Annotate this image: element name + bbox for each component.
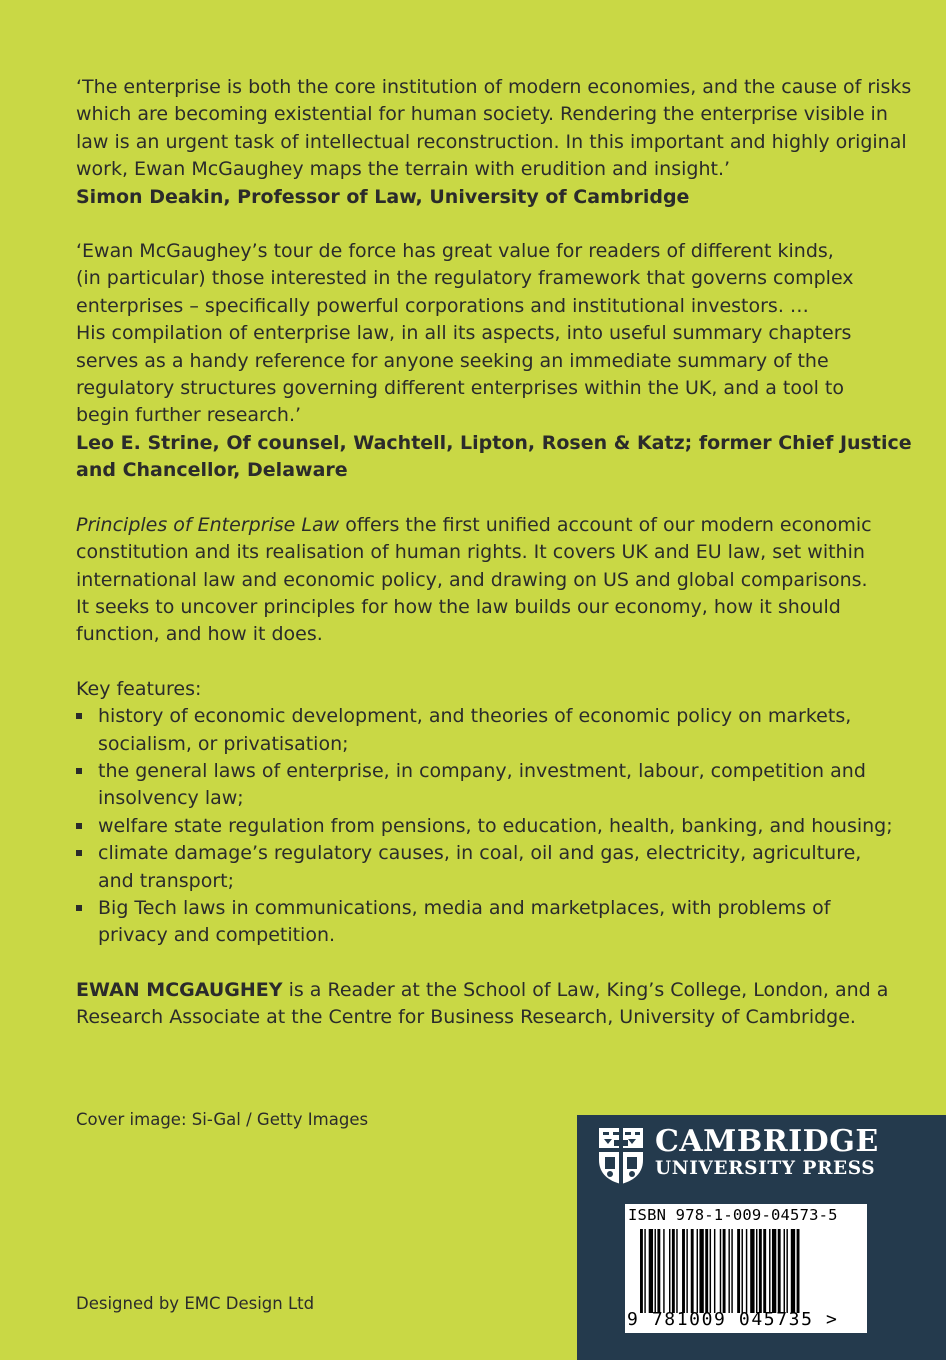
quote-line: which are becoming existential for human society. Rendering the enterprise visible in xyxy=(76,103,888,126)
description-line: constitution and its realisation of human rights. It covers UK and EU law, set within xyxy=(76,541,865,564)
barcode-bar xyxy=(697,1229,698,1313)
barcode-bar xyxy=(657,1229,660,1313)
barcode-bar xyxy=(769,1229,770,1313)
endorsement-attribution: Leo E. Strine, Of counsel, Wachtell, Lipton, Rosen & Katz; former Chief Justice xyxy=(76,431,912,454)
description-line: function, and how it does. xyxy=(76,623,323,646)
publisher-name-line1: CAMBRIDGE xyxy=(655,1124,879,1159)
barcode-bar xyxy=(742,1229,743,1313)
barcode-bar xyxy=(791,1229,795,1313)
list-item: history of economic development, and theories of economic policy on markets, socialism, or privatisation; xyxy=(76,703,876,758)
barcode-bar xyxy=(728,1229,729,1313)
square-bullet-icon xyxy=(76,768,82,774)
list-item: the general laws of enterprise, in company, investment, labour, competition and insolvency law; xyxy=(76,758,876,813)
book-description xyxy=(76,512,876,649)
barcode-bars xyxy=(640,1229,846,1313)
barcode-bar xyxy=(772,1229,776,1313)
quote-line: work, Ewan McGaughey maps the terrain with erudition and insight.’ xyxy=(76,158,731,181)
cover-credit: Cover image: Si-Gal / Getty Images xyxy=(76,1110,369,1129)
square-bullet-icon xyxy=(76,713,82,719)
barcode-bar xyxy=(756,1229,757,1313)
quote-line: His compilation of enterprise law, in all its aspects, into useful summary chapters xyxy=(76,322,852,345)
barcode-bar xyxy=(710,1229,711,1313)
key-features-list xyxy=(76,703,893,950)
endorsement-attribution: Simon Deakin, Professor of Law, University of Cambridge xyxy=(76,185,690,208)
description-line: international law and economic policy, and drawing on US and global comparisons. xyxy=(76,568,868,591)
quote-line: enterprises – specifically powerful corporations and institutional investors. … xyxy=(76,294,809,317)
publisher-logo xyxy=(597,1126,879,1186)
barcode-bar xyxy=(784,1229,785,1313)
endorsement-deakin xyxy=(76,74,912,211)
square-bullet-icon xyxy=(76,905,82,911)
list-item: welfare state regulation from pensions, to education, health, banking, and housing; xyxy=(76,813,876,840)
designed-by: Designed by EMC Design Ltd xyxy=(76,1294,315,1313)
barcode-digits: 9 781009 045735 > xyxy=(627,1309,839,1330)
quote-line: begin further research.’ xyxy=(76,404,302,427)
back-cover-text xyxy=(76,74,912,1032)
barcode-bar xyxy=(786,1229,787,1313)
barcode-bar xyxy=(763,1229,766,1313)
quote-line: law is an urgent task of intellectual reconstruction. In this important and highly original xyxy=(76,130,907,153)
key-features xyxy=(76,676,893,950)
cambridge-crest-icon xyxy=(597,1126,645,1186)
quote-line: (in particular) those interested in the regulatory framework that governs complex xyxy=(76,267,854,290)
barcode-bar xyxy=(640,1229,643,1313)
barcode-bar xyxy=(655,1229,656,1313)
barcode-bar xyxy=(746,1229,747,1313)
barcode-bar xyxy=(676,1229,677,1313)
key-features-heading: Key features: xyxy=(76,677,202,700)
barcode-bar xyxy=(737,1229,740,1313)
barcode-bar xyxy=(699,1229,703,1313)
barcode-bar xyxy=(672,1229,675,1313)
barcode-bar xyxy=(705,1229,708,1313)
square-bullet-icon xyxy=(76,823,82,829)
barcode-bar xyxy=(714,1229,715,1313)
quote-line: serves as a handy reference for anyone seeking an immediate summary of the xyxy=(76,349,829,372)
description-line: It seeks to uncover principles for how the law builds our economy, how it should xyxy=(76,595,841,618)
barcode-bar xyxy=(731,1229,732,1313)
book-title: Principles of Enterprise Law xyxy=(76,513,340,536)
barcode-bar xyxy=(686,1229,687,1313)
author-name: EWAN MCGAUGHEY xyxy=(76,978,283,1001)
barcode-bar xyxy=(691,1229,694,1313)
barcode-bar xyxy=(797,1229,800,1313)
barcode-bar xyxy=(778,1229,781,1313)
endorsement-attribution: and Chancellor, Delaware xyxy=(76,459,348,482)
barcode-bar xyxy=(723,1229,726,1313)
quote-line: ‘The enterprise is both the core institution of modern economies, and the cause of risks xyxy=(76,76,912,98)
square-bullet-icon xyxy=(76,850,82,856)
list-item: Big Tech laws in communications, media and marketplaces, with problems of privacy and competition. xyxy=(76,895,876,950)
barcode-bar xyxy=(750,1229,754,1313)
quote-line: regulatory structures governing different enterprises within the UK, and a tool to xyxy=(76,377,844,400)
barcode-bar xyxy=(649,1229,653,1313)
description-line: Principles of Enterprise Law offers the first unified account of our modern economic xyxy=(76,513,872,536)
barcode-bar xyxy=(720,1229,721,1313)
barcode-bar xyxy=(644,1229,645,1313)
publisher-panel xyxy=(577,1115,946,1360)
list-item: climate damage’s regulatory causes, in coal, oil and gas, electricity, agriculture, and transport; xyxy=(76,840,876,895)
barcode xyxy=(625,1204,867,1333)
barcode-bar xyxy=(663,1229,664,1313)
isbn-label: ISBN 978-1-009-04573-5 xyxy=(628,1206,838,1224)
publisher-name-line2: UNIVERSITY PRESS xyxy=(655,1158,876,1179)
barcode-bar xyxy=(682,1229,685,1313)
publisher-name xyxy=(655,1126,879,1180)
barcode-bar xyxy=(669,1229,670,1313)
quote-line: ‘Ewan McGaughey’s tour de force has great value for readers of different kinds, xyxy=(76,240,834,263)
barcode-bar xyxy=(759,1229,762,1313)
endorsement-strine xyxy=(76,238,912,485)
author-bio: EWAN MCGAUGHEY is a Reader at the School of Law, King’s College, London, and a Research Associate at the Centre for Business Research, University of Cambridge. xyxy=(76,978,889,1029)
